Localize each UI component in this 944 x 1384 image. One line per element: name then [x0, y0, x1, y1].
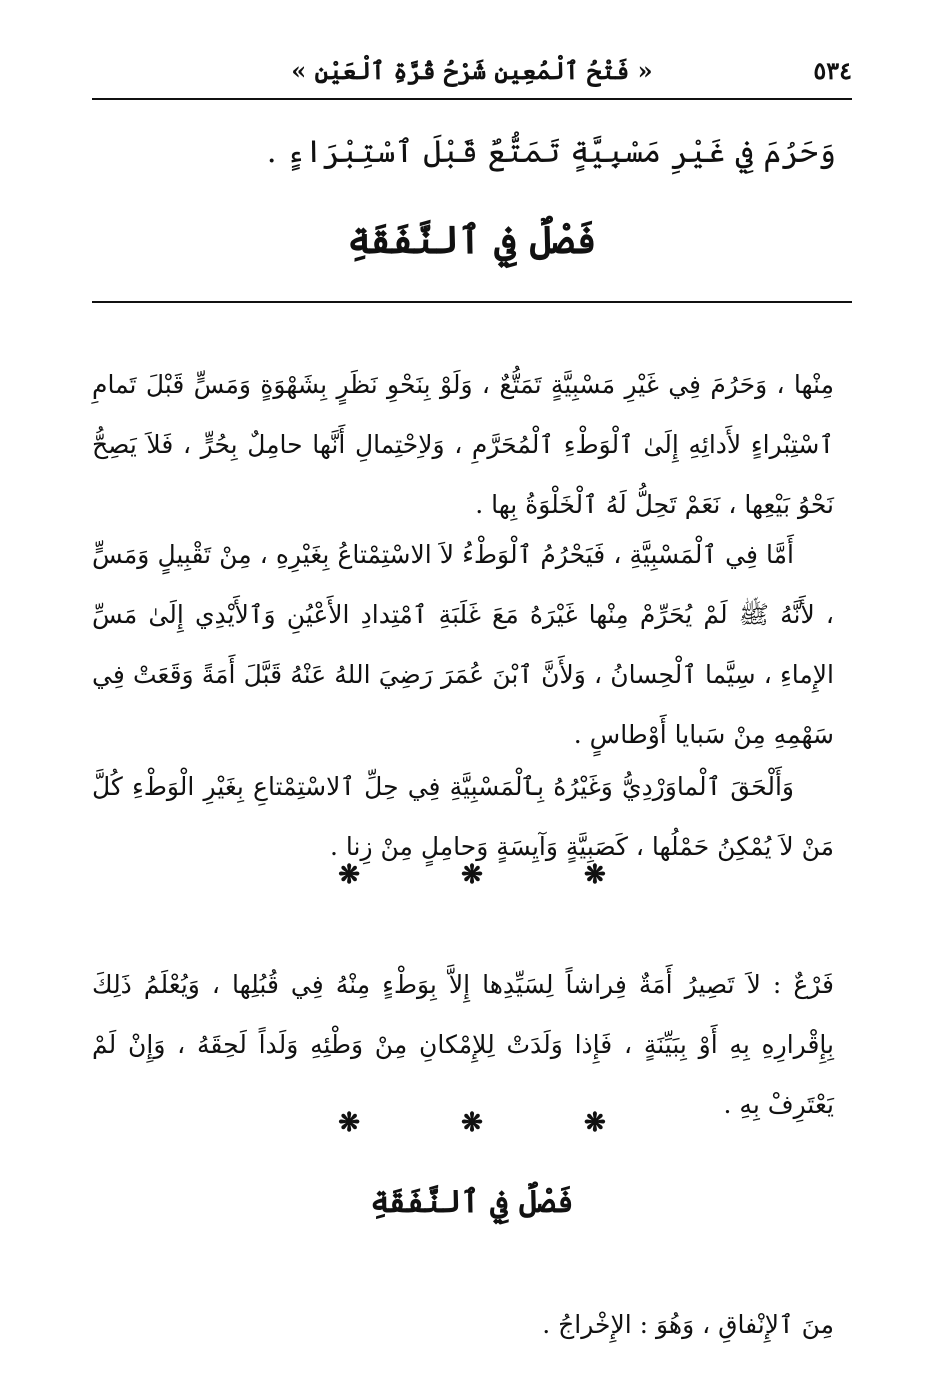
commentary-paragraph: أَمَّا فِي ٱلْمَسْبِيَّةِ ، فَيَحْرُمُ ٱلْوَطْءُ لاَ الاسْتِمْتاعُ بِغَيْرِهِ ، مِنْ تَقْبِيلٍ وَمَسٍّ ، لأَنَّهُ ﷺ لَمْ يُحَرِّمْ مِنْها غَيْرَهُ مَعَ غَلَبَةِ ٱمْتِدادِ الأَعْيُنِ وَٱلأَيْدِي إِلَىٰ مَسِّ الإِماءِ ، سِيَّما ٱلْحِسانُ ، وَلأَنَّ ٱبْنَ عُمَرَ رَضِيَ اللهُ عَنْهُ قَبَّلَ أَمَةً وَقَعَتْ فِي سَهْمِهِ مِنْ سَبايا أَوْطاسٍ . — [92, 540, 834, 749]
commentary-paragraph: وَأَلْحَقَ ٱلْماوَرْدِيُّ وَغَيْرُهُ بِٱلْمَسْبِيَّةِ فِي حِلِّ ٱلاسْتِمْتاعِ بِغَيْرِ الْوَطْءِ كُلَّ مَنْ لاَ يُمْكِنُ حَمْلُها ، كَصَبِيَّةٍ وَآيِسَةٍ وَحامِلٍ مِنْ زِنا . — [92, 772, 834, 861]
commentary-paragraph: مِنْها ، وَحَرُمَ فِي غَيْرِ مَسْبِيَّةٍ تَمَتُّعٌ ، وَلَوْ بِنَحْوِ نَظَرٍ بِشَهْوَةٍ وَمَسٍّ قَبْلَ تَمامِ ٱسْتِبْراءٍ لأَدائِهِ إِلَىٰ ٱلْوَطْءِ ٱلْمُحَرَّمِ ، وَلاِحْتِمالِ أَنَّها حامِلٌ بِحُرٍّ ، فَلاَ يَصِحُّ نَحْوُ بَيْعِها ، نَعَمْ تَحِلُّ لَهُ ٱلْخَلْوَةُ بِها . — [92, 370, 834, 519]
commentary-paragraph: مِنَ ٱلإِنْفاقِ ، وَهُوَ : الإِخْراجُ . — [542, 1310, 834, 1339]
star-ornament: ❋ — [338, 1108, 361, 1138]
book-title: « فَتْحُ ٱلْمُعِينِ شَرْحُ قُرَّةِ ٱلْعَيْنِ » — [291, 56, 653, 85]
star-ornament: ❋ — [583, 860, 606, 890]
star-ornament: ❋ — [338, 860, 361, 890]
section-heading: فَصْلٌ فِي ٱلنَّفَقَةِ — [347, 217, 597, 262]
star-ornament: ❋ — [461, 860, 483, 890]
star-separator — [0, 1108, 944, 1138]
star-ornament: ❋ — [583, 1108, 606, 1138]
page-number: ٥٣٤ — [813, 56, 852, 85]
star-separator — [0, 860, 944, 890]
far-paragraph: فَرْعٌ : لاَ تَصِيرُ أَمَةٌ فِراشاً لِسَيِّدِها إِلاَّ بِوَطْءٍ مِنْهُ فِي قُبُلِها ، وَيُعْلَمُ ذَلِكَ بِإِقْرارِهِ بِهِ أَوْ بِبَيِّنَةٍ ، فَإِذا وَلَدَتْ لِلإِمْكانِ مِنْ وَطْئِهِ وَلَداً لَحِقَهُ ، وَإِنْ لَمْ يَعْتَرِفْ بِهِ . — [92, 970, 834, 1119]
matn-text: وَحَرُمَ فِي غَيْرِ مَسْبِيَّةٍ تَمَتُّعٌ قَبْلَ ٱسْتِبْرَاءٍ . — [266, 134, 836, 170]
star-ornament: ❋ — [461, 1108, 483, 1138]
matn-commentary-divider — [92, 301, 852, 303]
running-header — [92, 48, 852, 100]
section-heading: فَصْلٌ فِي ٱلنَّفَقَةِ — [370, 1184, 574, 1220]
